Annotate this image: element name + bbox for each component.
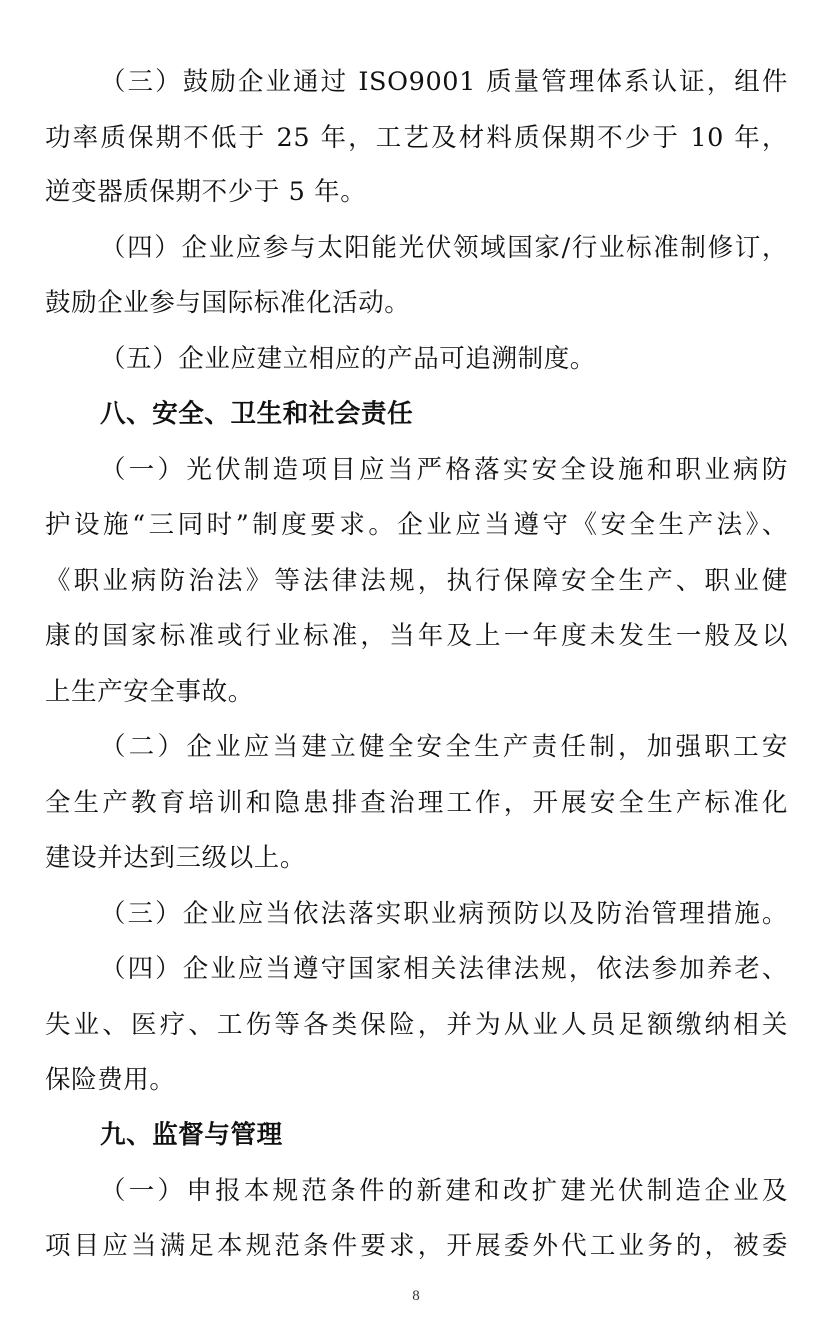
paragraph-line: 上生产安全事故。 xyxy=(45,677,254,707)
paragraph-line: （五）企业应建立相应的产品可追溯制度。 xyxy=(100,344,596,374)
paragraph-line: （二）企业应当建立健全安全生产责任制，加强职工安 xyxy=(100,732,788,762)
paragraph-line: 全生产教育培训和隐患排查治理工作，开展安全生产标准化 xyxy=(45,788,788,818)
paragraph-line: （三）鼓励企业通过 ISO9001 质量管理体系认证，组件 xyxy=(100,67,788,97)
paragraph-line: 项目应当满足本规范条件要求，开展委外代工业务的，被委 xyxy=(45,1231,788,1261)
paragraph-line: （四）企业应当遵守国家相关法律法规，依法参加养老、 xyxy=(100,954,788,984)
paragraph-line: 建设并达到三级以上。 xyxy=(45,843,307,873)
page-number: 8 xyxy=(412,1288,420,1304)
paragraph-line: （三）企业应当依法落实职业病预防以及防治管理措施。 xyxy=(100,899,788,929)
paragraph-line: 失业、医疗、工伤等各类保险，并为从业人员足额缴纳相关 xyxy=(45,1010,788,1040)
paragraph-line: （一）申报本规范条件的新建和改扩建光伏制造企业及 xyxy=(100,1176,788,1206)
section-heading: 九、监督与管理 xyxy=(100,1120,283,1150)
paragraph-line: 康的国家标准或行业标准，当年及上一年度未发生一般及以 xyxy=(45,621,788,651)
paragraph-line: 逆变器质保期不少于 5 年。 xyxy=(45,177,367,207)
paragraph-line: （四）企业应参与太阳能光伏领域国家/行业标准制修订， xyxy=(100,233,788,263)
paragraph-line: 护设施“三同时”制度要求。企业应当遵守《安全生产法》、 xyxy=(45,510,788,540)
paragraph-line: 鼓励企业参与国际标准化活动。 xyxy=(45,288,411,318)
paragraph-line: （一）光伏制造项目应当严格落实安全设施和职业病防 xyxy=(100,455,788,485)
paragraph-line: 功率质保期不低于 25 年，工艺及材料质保期不少于 10 年， xyxy=(45,123,788,153)
paragraph-line: 《职业病防治法》等法律法规，执行保障安全生产、职业健 xyxy=(45,566,788,596)
paragraph-line: 保险费用。 xyxy=(45,1065,176,1095)
section-heading: 八、安全、卫生和社会责任 xyxy=(100,399,414,429)
